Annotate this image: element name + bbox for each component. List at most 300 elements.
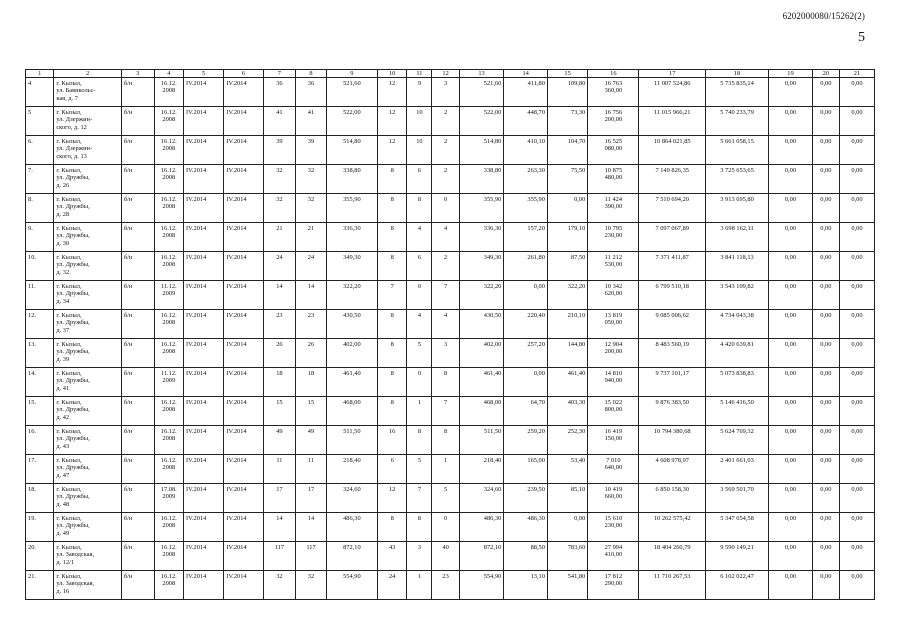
total-cost	[588, 455, 639, 484]
funding-owners: 0,00	[812, 223, 839, 252]
residents-planned: 32	[263, 165, 296, 194]
funding-owners: 0,00	[812, 252, 839, 281]
area-municipal: 144,80	[547, 339, 587, 368]
document-date-line: 16.12.	[160, 167, 177, 174]
residents-total: 32	[296, 165, 327, 194]
quarter-planned: IV.2014	[184, 194, 224, 223]
quarter-planned: IV.2014	[184, 455, 224, 484]
table-row	[26, 281, 875, 310]
funding-owners: 0,00	[812, 484, 839, 513]
quarter-actual: IV.2014	[224, 368, 263, 397]
funding-fund: 10 794 380,68	[639, 426, 705, 455]
area-municipal: 461,40	[547, 368, 587, 397]
row-number: 20.	[26, 542, 54, 571]
total-cost-line: 11 424	[604, 196, 623, 203]
table-row	[26, 165, 875, 194]
row-number: 5	[26, 107, 54, 136]
document-number: б/н	[121, 484, 154, 513]
address-line: г. Кызыл,	[56, 196, 82, 203]
address	[54, 339, 122, 368]
total-cost-line: 360,00	[604, 87, 623, 95]
funding-local: 0,00	[769, 339, 813, 368]
address-line: ул. Дружбы,	[56, 435, 90, 443]
address	[54, 281, 122, 310]
area-municipal: 252,30	[547, 426, 587, 455]
address	[54, 426, 122, 455]
area-total: 522,00	[459, 107, 504, 136]
column-header: 4	[154, 70, 183, 78]
document-id: 6202000080/15262(2)	[782, 11, 865, 21]
area-owned: 355,90	[504, 194, 548, 223]
address-line: д. 16	[56, 587, 70, 595]
address-line: д. 32	[56, 268, 70, 276]
address-line: г. Кызыл,	[56, 486, 82, 493]
funding-budget: 3 725 653,65	[705, 165, 768, 194]
address-line: ул. Дружбы,	[56, 261, 90, 269]
document-date-line: 2008	[162, 319, 176, 327]
funding-budget: 4 734 043,38	[705, 310, 768, 339]
document-date-line: 2008	[162, 116, 176, 124]
row-number: 6.	[26, 136, 54, 165]
document-date	[154, 107, 183, 136]
document-date	[154, 194, 183, 223]
total-cost-line: 17 812	[604, 573, 623, 580]
funding-other: 0,00	[839, 223, 874, 252]
address	[54, 368, 122, 397]
column-header: 15	[547, 70, 587, 78]
apartments-municipal: 2	[432, 252, 459, 281]
apartments-owned: 5	[407, 339, 432, 368]
total-cost	[588, 571, 639, 600]
funding-fund: 4 608 978,97	[639, 455, 705, 484]
funding-local: 0,00	[769, 484, 813, 513]
apartments-municipal: 7	[432, 281, 459, 310]
area-municipal: 87,50	[547, 252, 587, 281]
apartments-owned: 10	[407, 136, 432, 165]
funding-fund: 7 097 067,89	[639, 223, 705, 252]
funding-other: 0,00	[839, 571, 874, 600]
address-line: г. Кызыл,	[56, 399, 82, 406]
area-owned: 157,20	[504, 223, 548, 252]
address	[54, 484, 122, 513]
funding-budget: 5 347 654,58	[705, 513, 768, 542]
column-header: 8	[296, 70, 327, 78]
total-area: 521,60	[326, 78, 377, 107]
document-date	[154, 339, 183, 368]
address-line: д. 26	[56, 181, 70, 189]
residents-total: 14	[296, 281, 327, 310]
total-area: 511,50	[326, 426, 377, 455]
address-line: ул. Дружбы,	[56, 348, 90, 356]
address-line: г. Кызыл,	[56, 167, 82, 174]
apartments-count: 8	[377, 513, 406, 542]
total-cost-line: 080,00	[604, 145, 623, 153]
area-municipal: 403,30	[547, 397, 587, 426]
row-number: 17.	[26, 455, 54, 484]
funding-budget: 3 841 118,13	[705, 252, 768, 281]
document-date-line: 16.12.	[160, 138, 177, 145]
funding-local: 0,00	[769, 542, 813, 571]
document-date	[154, 397, 183, 426]
funding-owners: 0,00	[812, 339, 839, 368]
area-owned: 259,20	[504, 426, 548, 455]
document-number: б/н	[121, 107, 154, 136]
funding-local: 0,00	[769, 252, 813, 281]
funding-local: 0,00	[769, 281, 813, 310]
funding-local: 0,00	[769, 368, 813, 397]
document-date-line: 16.12.	[160, 573, 177, 580]
document-number: б/н	[121, 455, 154, 484]
document-date-line: 16.12.	[160, 312, 177, 319]
apartments-owned: 1	[407, 571, 432, 600]
residents-planned: 36	[263, 78, 296, 107]
address-line: г. Кызыл,	[56, 515, 82, 522]
funding-budget: 5 735 835,14	[705, 78, 768, 107]
funding-other: 0,00	[839, 339, 874, 368]
apartments-owned: 5	[407, 455, 432, 484]
document-number: б/н	[121, 281, 154, 310]
table-row	[26, 107, 875, 136]
apartments-owned: 9	[407, 78, 432, 107]
funding-fund: 11 710 267,53	[639, 571, 705, 600]
funding-budget: 5 073 838,83	[705, 368, 768, 397]
document-date-line: 2008	[162, 464, 176, 472]
total-area: 338,80	[326, 165, 377, 194]
apartments-count: 7	[377, 281, 406, 310]
funding-owners: 0,00	[812, 194, 839, 223]
funding-other: 0,00	[839, 426, 874, 455]
funding-other: 0,00	[839, 310, 874, 339]
area-total: 468,00	[459, 397, 504, 426]
row-number: 11.	[26, 281, 54, 310]
address-line: ул. Дзержин-	[56, 145, 93, 153]
area-total: 322,20	[459, 281, 504, 310]
address	[54, 136, 122, 165]
apartments-municipal: 5	[432, 484, 459, 513]
apartments-municipal: 23	[432, 571, 459, 600]
total-cost	[588, 426, 639, 455]
total-cost-line: 16 419	[604, 428, 623, 435]
address-line: ского, д. 12	[56, 123, 87, 131]
address-line: ского, д. 13	[56, 152, 87, 160]
address-line: ул. Дружбы,	[56, 522, 90, 530]
area-municipal: 541,80	[547, 571, 587, 600]
funding-owners: 0,00	[812, 136, 839, 165]
document-date-line: 17.08.	[160, 486, 177, 493]
total-area: 218,40	[326, 455, 377, 484]
address-line: кая, д. 7	[56, 94, 78, 102]
address-line: ул. Дружбы,	[56, 377, 90, 385]
area-total: 430,50	[459, 310, 504, 339]
address-line: ул. Дружбы,	[56, 464, 90, 472]
document-number: б/н	[121, 165, 154, 194]
total-cost-line: 10 795	[604, 225, 623, 232]
column-header: 11	[407, 70, 432, 78]
residents-total: 21	[296, 223, 327, 252]
residents-total: 41	[296, 107, 327, 136]
funding-other: 0,00	[839, 484, 874, 513]
residents-total: 24	[296, 252, 327, 281]
table-row	[26, 397, 875, 426]
address	[54, 397, 122, 426]
address-line: г. Кызыл,	[56, 428, 82, 435]
quarter-actual: IV.2014	[224, 165, 263, 194]
apartments-count: 12	[377, 107, 406, 136]
area-total: 514,80	[459, 136, 504, 165]
document-date	[154, 281, 183, 310]
quarter-planned: IV.2014	[184, 310, 224, 339]
row-number: 18.	[26, 484, 54, 513]
document-date-line: 2008	[162, 580, 176, 588]
document-date	[154, 223, 183, 252]
funding-owners: 0,00	[812, 310, 839, 339]
document-date-line: 2008	[162, 435, 176, 443]
funding-other: 0,00	[839, 136, 874, 165]
table-row	[26, 252, 875, 281]
funding-local: 0,00	[769, 426, 813, 455]
column-header: 5	[184, 70, 224, 78]
total-area: 514,80	[326, 136, 377, 165]
total-cost-line: 230,00	[604, 232, 623, 240]
total-cost-line: 530,00	[604, 261, 623, 269]
total-cost	[588, 107, 639, 136]
area-owned: 410,10	[504, 136, 548, 165]
document-date-line: 2008	[162, 261, 176, 269]
document-date-line: 2008	[162, 348, 176, 356]
funding-owners: 0,00	[812, 78, 839, 107]
address-line: д. 37	[56, 326, 70, 334]
apartments-count: 12	[377, 136, 406, 165]
apartments-owned: 8	[407, 194, 432, 223]
residents-planned: 17	[263, 484, 296, 513]
residents-total: 39	[296, 136, 327, 165]
total-cost	[588, 397, 639, 426]
funding-budget: 5 661 058,15	[705, 136, 768, 165]
quarter-actual: IV.2014	[224, 455, 263, 484]
apartments-owned: 8	[407, 513, 432, 542]
total-cost	[588, 165, 639, 194]
quarter-planned: IV.2014	[184, 397, 224, 426]
apartments-count: 16	[377, 426, 406, 455]
funding-owners: 0,00	[812, 165, 839, 194]
row-number: 16.	[26, 426, 54, 455]
table-row	[26, 78, 875, 107]
funding-local: 0,00	[769, 194, 813, 223]
total-cost-line: 10 419	[604, 486, 623, 493]
address-line: ул. Дзержин-	[56, 116, 93, 124]
total-area: 349,30	[326, 252, 377, 281]
funding-fund: 18 404 260,79	[639, 542, 705, 571]
funding-other: 0,00	[839, 368, 874, 397]
apartments-count: 24	[377, 571, 406, 600]
residents-planned: 15	[263, 397, 296, 426]
total-cost	[588, 78, 639, 107]
apartments-owned: 10	[407, 107, 432, 136]
residents-total: 23	[296, 310, 327, 339]
address-line: д. 48	[56, 500, 70, 508]
total-cost	[588, 310, 639, 339]
document-number: б/н	[121, 426, 154, 455]
address-line: г. Кызыл,	[56, 544, 82, 551]
funding-local: 0,00	[769, 136, 813, 165]
address	[54, 107, 122, 136]
funding-other: 0,00	[839, 165, 874, 194]
residents-planned: 14	[263, 281, 296, 310]
residents-planned: 32	[263, 571, 296, 600]
total-cost-line: 16 763	[604, 80, 623, 87]
total-cost-line: 800,00	[604, 406, 623, 414]
address-line: д. 43	[56, 442, 70, 450]
document-date	[154, 78, 183, 107]
address	[54, 310, 122, 339]
area-municipal: 73,30	[547, 107, 587, 136]
residents-total: 32	[296, 194, 327, 223]
row-number: 14.	[26, 368, 54, 397]
area-total: 336,30	[459, 223, 504, 252]
total-cost-line: 200,00	[604, 116, 623, 124]
funding-owners: 0,00	[812, 426, 839, 455]
funding-local: 0,00	[769, 397, 813, 426]
total-area: 322,20	[326, 281, 377, 310]
total-cost-line: 390,00	[604, 203, 623, 211]
total-cost-line: 050,00	[604, 319, 623, 327]
residents-total: 14	[296, 513, 327, 542]
document-date-line: 16.12.	[160, 254, 177, 261]
table-row	[26, 426, 875, 455]
address-line: г. Кызыл,	[56, 225, 82, 232]
document-number: б/н	[121, 136, 154, 165]
residents-planned: 39	[263, 136, 296, 165]
funding-fund: 9 737 101,17	[639, 368, 705, 397]
funding-fund: 10 262 575,42	[639, 513, 705, 542]
total-cost-line: 10 342	[604, 283, 623, 290]
total-cost-line: 16 525	[604, 138, 623, 145]
document-date-line: 2008	[162, 232, 176, 240]
total-area: 486,30	[326, 513, 377, 542]
funding-other: 0,00	[839, 397, 874, 426]
document-number: б/н	[121, 368, 154, 397]
document-date	[154, 252, 183, 281]
apartments-municipal: 3	[432, 78, 459, 107]
area-municipal: 104,70	[547, 136, 587, 165]
address-line: д. 49	[56, 529, 70, 537]
address-line: д. 12/1	[56, 558, 75, 566]
column-header: 16	[588, 70, 639, 78]
document-number: б/н	[121, 513, 154, 542]
quarter-planned: IV.2014	[184, 339, 224, 368]
funding-budget: 3 698 162,11	[705, 223, 768, 252]
address	[54, 194, 122, 223]
document-date	[154, 455, 183, 484]
address-line: г. Кызыл,	[56, 283, 82, 290]
quarter-actual: IV.2014	[224, 513, 263, 542]
address	[54, 513, 122, 542]
funding-owners: 0,00	[812, 571, 839, 600]
total-cost	[588, 252, 639, 281]
apartments-municipal: 8	[432, 368, 459, 397]
area-municipal: 179,10	[547, 223, 587, 252]
total-cost-line: 410,00	[604, 551, 623, 559]
quarter-planned: IV.2014	[184, 571, 224, 600]
area-total: 338,80	[459, 165, 504, 194]
quarter-planned: IV.2014	[184, 165, 224, 194]
residents-planned: 11	[263, 455, 296, 484]
column-header: 19	[769, 70, 813, 78]
document-date-line: 2009	[162, 290, 176, 298]
quarter-planned: IV.2014	[184, 223, 224, 252]
address-line: ул. Дружбы,	[56, 203, 90, 211]
quarter-actual: IV.2014	[224, 310, 263, 339]
funding-fund: 7 149 826,35	[639, 165, 705, 194]
apartments-municipal: 2	[432, 107, 459, 136]
housing-register-table	[25, 69, 875, 600]
address-line: д. 30	[56, 239, 70, 247]
total-cost-line: 15 610	[604, 515, 623, 522]
area-municipal: 53,40	[547, 455, 587, 484]
document-date-line: 16.12.	[160, 544, 177, 551]
document-date	[154, 484, 183, 513]
apartments-count: 12	[377, 78, 406, 107]
row-number: 13.	[26, 339, 54, 368]
area-owned: 263,30	[504, 165, 548, 194]
address-line: г. Кызыл,	[56, 573, 82, 580]
quarter-planned: IV.2014	[184, 107, 224, 136]
residents-total: 15	[296, 397, 327, 426]
quarter-actual: IV.2014	[224, 426, 263, 455]
address	[54, 78, 122, 107]
document-date-line: 2008	[162, 174, 176, 182]
apartments-count: 6	[377, 455, 406, 484]
apartments-owned: 6	[407, 252, 432, 281]
address	[54, 542, 122, 571]
quarter-planned: IV.2014	[184, 513, 224, 542]
address-line: ул. Дружбы,	[56, 319, 90, 327]
quarter-actual: IV.2014	[224, 571, 263, 600]
area-total: 486,30	[459, 513, 504, 542]
address-line: г. Кызыл,	[56, 457, 82, 464]
column-header: 20	[812, 70, 839, 78]
area-owned: 261,80	[504, 252, 548, 281]
table-row	[26, 223, 875, 252]
area-total: 355,90	[459, 194, 504, 223]
document-date-line: 2008	[162, 87, 176, 95]
address-line: ул. Дружбы,	[56, 232, 90, 240]
funding-fund: 8 483 560,19	[639, 339, 705, 368]
area-owned: 220,40	[504, 310, 548, 339]
area-total: 218,40	[459, 455, 504, 484]
column-header: 9	[326, 70, 377, 78]
residents-planned: 117	[263, 542, 296, 571]
funding-owners: 0,00	[812, 281, 839, 310]
apartments-count: 8	[377, 252, 406, 281]
funding-fund: 6 799 510,18	[639, 281, 705, 310]
total-cost	[588, 223, 639, 252]
funding-other: 0,00	[839, 252, 874, 281]
area-total: 872,10	[459, 542, 504, 571]
area-total: 521,60	[459, 78, 504, 107]
total-cost-line: 940,00	[604, 377, 623, 385]
total-cost	[588, 484, 639, 513]
quarter-actual: IV.2014	[224, 107, 263, 136]
residents-total: 32	[296, 571, 327, 600]
total-cost-line: 640,00	[604, 464, 623, 472]
funding-owners: 0,00	[812, 368, 839, 397]
apartments-count: 8	[377, 310, 406, 339]
residents-total: 26	[296, 339, 327, 368]
area-owned: 239,50	[504, 484, 548, 513]
row-number: 19.	[26, 513, 54, 542]
funding-fund: 7 510 694,20	[639, 194, 705, 223]
